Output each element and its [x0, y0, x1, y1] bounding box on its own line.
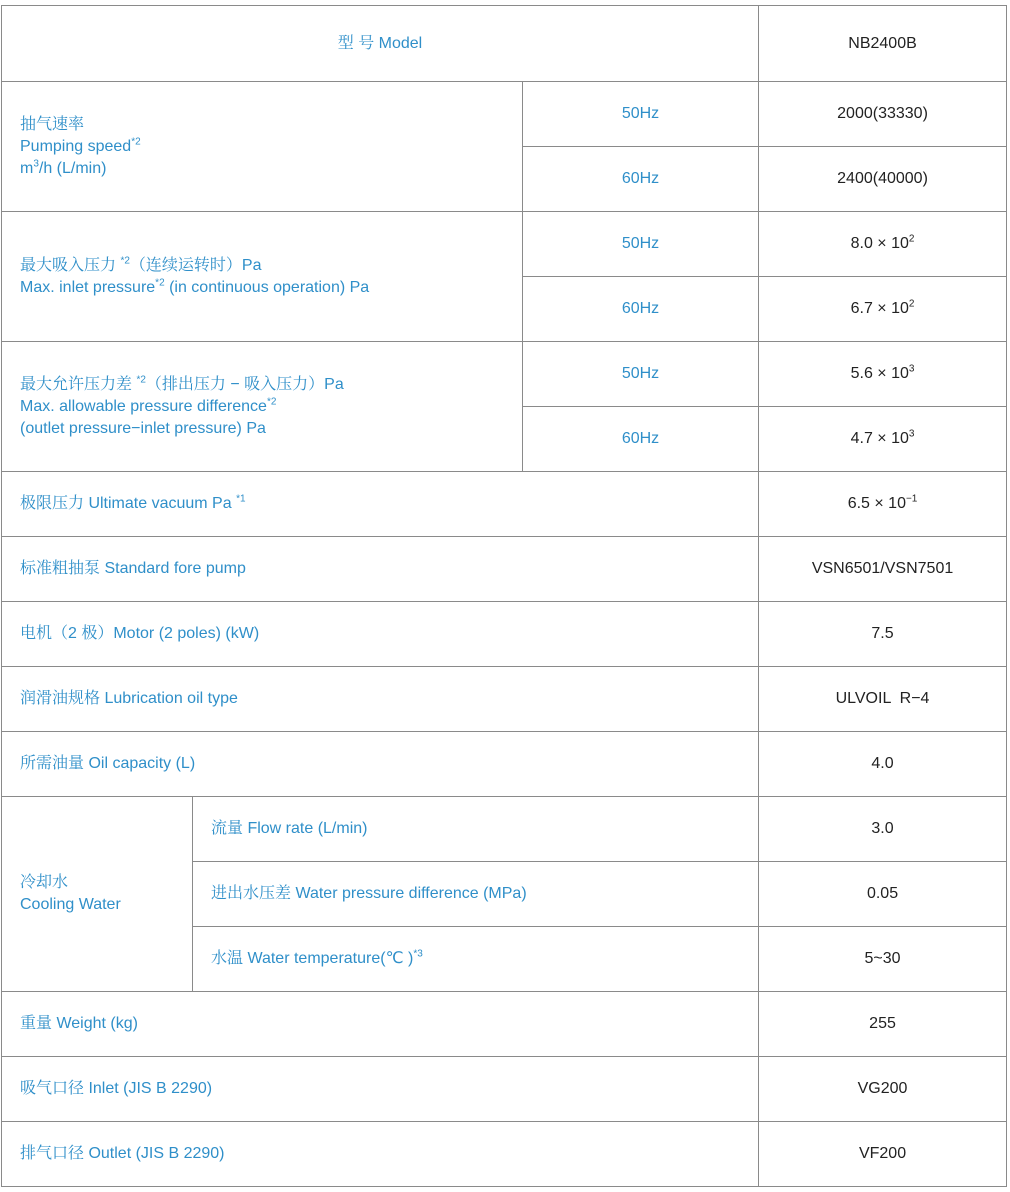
fore-pump-label: 标准粗抽泵 Standard fore pump: [2, 537, 759, 602]
max-inlet-label: [2, 212, 523, 342]
max-diff-60hz-value: [759, 407, 1007, 472]
freq-60hz: 60Hz: [523, 147, 759, 212]
oil-type-value: ULVOIL R−4: [759, 667, 1007, 732]
footnote-mark: *2: [120, 255, 130, 267]
freq-60hz: 60Hz: [523, 277, 759, 342]
outlet-label: 排气口径 Outlet (JIS B 2290): [2, 1121, 759, 1186]
outlet-row: [2, 1121, 1007, 1186]
cooling-water-label-en: Cooling Water: [20, 895, 121, 913]
max-inlet-label-en: Max. inlet pressure: [20, 278, 156, 296]
value-exponent: 3: [908, 363, 915, 375]
header-row: [2, 6, 1007, 82]
oil-capacity-label: 所需油量 Oil capacity (L): [2, 732, 759, 797]
value-base: 4.7 × 10: [850, 430, 909, 448]
footnote-mark: *2: [131, 136, 141, 148]
pumping-speed-label-en: Pumping speed: [20, 137, 132, 155]
outlet-value: VF200: [759, 1121, 1007, 1186]
max-diff-label: [2, 342, 523, 472]
max-inlet-row-50hz: [2, 212, 1007, 277]
max-diff-label-cn-rest: （排出压力 − 吸入压力）Pa: [145, 375, 344, 393]
footnote-mark: *2: [155, 277, 165, 289]
max-diff-label-en: Max. allowable pressure difference: [20, 397, 267, 415]
cooling-pdiff-value: 0.05: [759, 861, 1007, 926]
cooling-temp-label: [193, 926, 759, 991]
max-diff-label-en-2: (outlet pressure−inlet pressure) Pa: [20, 419, 266, 437]
model-label: 型 号 Model: [2, 6, 759, 82]
freq-50hz: 50Hz: [523, 342, 759, 407]
motor-row: [2, 602, 1007, 667]
freq-50hz: 50Hz: [523, 212, 759, 277]
max-diff-row-50hz: [2, 342, 1007, 407]
pumping-speed-50hz-value: 2000(33330): [759, 82, 1007, 147]
model-value: NB2400B: [759, 6, 1007, 82]
inlet-label: 吸气口径 Inlet (JIS B 2290): [2, 1056, 759, 1121]
value-exponent: 3: [908, 428, 915, 440]
cooling-flow-row: [2, 796, 1007, 861]
footnote-mark: *2: [266, 396, 277, 408]
cooling-flow-value: 3.0: [759, 796, 1007, 861]
pumping-speed-60hz-value: 2400(40000): [759, 147, 1007, 212]
max-diff-50hz-value: [759, 342, 1007, 407]
value-base: 6.7 × 10: [850, 300, 909, 318]
pumping-speed-label: [2, 82, 523, 212]
ultimate-vacuum-value: [759, 472, 1007, 537]
footnote-mark: *1: [236, 493, 246, 505]
oil-capacity-value: 4.0: [759, 732, 1007, 797]
cooling-temp-text: 水温 Water temperature(℃ ): [211, 949, 414, 967]
footnote-mark: *3: [413, 948, 423, 960]
pumping-speed-row-50hz: [2, 82, 1007, 147]
value-exponent: 2: [908, 233, 915, 245]
ultimate-vacuum-label: [2, 472, 759, 537]
inlet-value: VG200: [759, 1056, 1007, 1121]
cooling-water-label: [2, 796, 193, 991]
oil-type-row: [2, 667, 1007, 732]
value-base: 6.5 × 10: [847, 495, 906, 513]
freq-60hz: 60Hz: [523, 407, 759, 472]
max-inlet-label-cn: 最大吸入压力: [20, 256, 121, 274]
max-diff-label-cn: 最大允许压力差: [20, 375, 137, 393]
max-inlet-label-en-rest: (in continuous operation) Pa: [164, 278, 370, 296]
weight-label: 重量 Weight (kg): [2, 991, 759, 1056]
max-inlet-label-cn-rest: （连续运转时）Pa: [129, 256, 262, 274]
cooling-temp-value: 5~30: [759, 926, 1007, 991]
weight-value: 255: [759, 991, 1007, 1056]
freq-50hz: 50Hz: [523, 82, 759, 147]
unit-exponent: 3: [33, 158, 39, 170]
cooling-pdiff-label: 进出水压差 Water pressure difference (MPa): [193, 861, 759, 926]
ultimate-vacuum-text: 极限压力 Ultimate vacuum Pa: [20, 495, 237, 513]
max-inlet-60hz-value: [759, 277, 1007, 342]
motor-label: 电机（2 极）Motor (2 poles) (kW): [2, 602, 759, 667]
pumping-speed-unit: m: [20, 159, 34, 177]
spec-table: [1, 5, 1007, 1187]
pumping-speed-unit-rest: /h (L/min): [38, 159, 107, 177]
weight-row: [2, 991, 1007, 1056]
max-inlet-50hz-value: [759, 212, 1007, 277]
ultimate-vacuum-row: [2, 472, 1007, 537]
oil-capacity-row: [2, 732, 1007, 797]
cooling-water-label-cn: 冷却水: [20, 873, 69, 891]
fore-pump-value: VSN6501/VSN7501: [759, 537, 1007, 602]
inlet-row: [2, 1056, 1007, 1121]
fore-pump-row: [2, 537, 1007, 602]
value-exponent: 2: [908, 298, 915, 310]
pumping-speed-label-cn: 抽气速率: [20, 115, 85, 133]
footnote-mark: *2: [136, 374, 146, 386]
value-base: 5.6 × 10: [850, 365, 909, 383]
value-exponent: −1: [905, 493, 918, 505]
oil-type-label: 润滑油规格 Lubrication oil type: [2, 667, 759, 732]
value-base: 8.0 × 10: [850, 235, 909, 253]
motor-value: 7.5: [759, 602, 1007, 667]
cooling-flow-label: 流量 Flow rate (L/min): [193, 796, 759, 861]
